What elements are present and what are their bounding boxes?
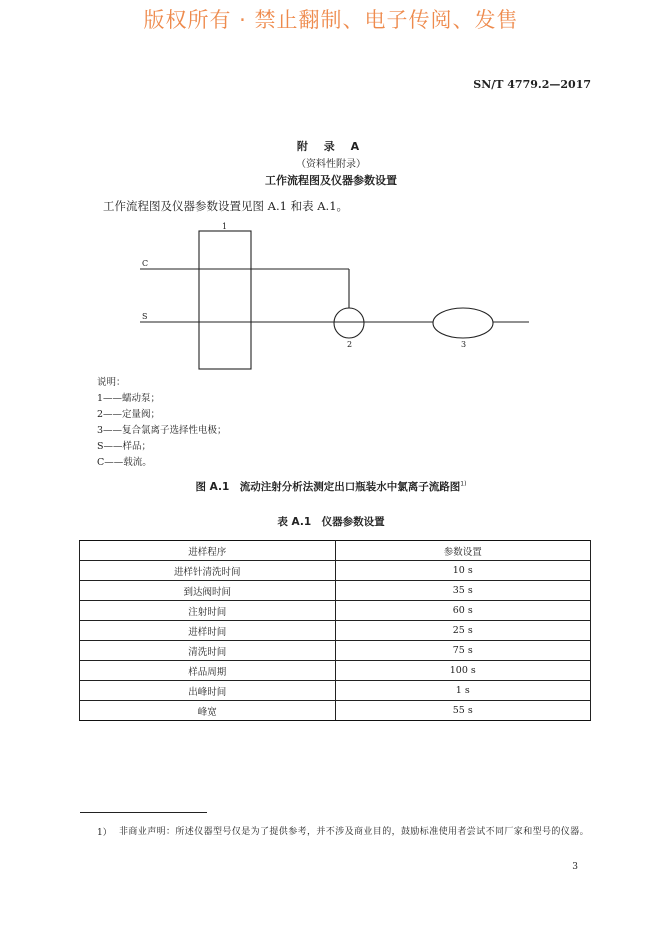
value-cell: 25 s <box>335 621 591 641</box>
footnote-divider <box>80 812 207 813</box>
standard-number: SN/T 4779.2—2017 <box>473 78 591 91</box>
procedure-cell: 进样针清洗时间 <box>80 561 336 581</box>
valve-label: 2 <box>347 340 353 349</box>
legend-item: S——样品； <box>97 441 152 452</box>
appendix-subtitle: （资料性附录） <box>296 159 366 170</box>
procedure-cell: 样品周期 <box>80 661 336 681</box>
value-cell: 10 s <box>335 561 591 581</box>
carrier-label: C <box>142 259 149 268</box>
procedure-cell: 到达阀时间 <box>80 581 336 601</box>
legend-item: 1——蠕动泵； <box>97 393 161 404</box>
legend-item: 3——复合氯离子选择性电极； <box>97 425 227 436</box>
flow-diagram <box>100 220 540 370</box>
value-cell: 1 s <box>335 681 591 701</box>
procedure-cell: 峰宽 <box>80 701 336 721</box>
footnote-marker: 1） <box>97 828 112 838</box>
parameter-table <box>79 540 591 721</box>
column-header: 进样程序 <box>80 541 336 561</box>
figure-legend <box>97 375 227 471</box>
sample-label: S <box>142 312 148 321</box>
table-row <box>80 641 591 661</box>
table-row <box>80 561 591 581</box>
table-row <box>80 681 591 701</box>
intro-paragraph: 工作流程图及仪器参数设置见图 A.1 和表 A.1。 <box>103 199 349 213</box>
appendix-heading: 工作流程图及仪器参数设置 <box>265 174 397 187</box>
legend-title: 说明： <box>97 377 126 388</box>
legend-item: C——载流。 <box>97 457 152 468</box>
footnote-ref: 1) <box>460 480 467 488</box>
value-cell: 100 s <box>335 661 591 681</box>
procedure-cell: 注射时间 <box>80 601 336 621</box>
value-cell: 35 s <box>335 581 591 601</box>
table-row <box>80 701 591 721</box>
table-row <box>80 621 591 641</box>
copyright-watermark: 版权所有 · 禁止翻制、电子传阅、发售 <box>143 8 519 32</box>
table-row <box>80 601 591 621</box>
procedure-cell: 进样时间 <box>80 621 336 641</box>
figure-caption <box>0 479 662 494</box>
electrode-ellipse <box>433 308 493 338</box>
page-number: 3 <box>572 862 578 872</box>
value-cell: 55 s <box>335 701 591 721</box>
procedure-cell: 出峰时间 <box>80 681 336 701</box>
valve-circle <box>334 308 364 338</box>
value-cell: 60 s <box>335 601 591 621</box>
footnote-text: 非商业声明：所述仪器型号仅是为了提供参考，并不涉及商业目的，鼓励标准使用者尝试不同厂家和型号的仪器。 <box>119 827 590 837</box>
value-cell: 75 s <box>335 641 591 661</box>
table-header-row <box>80 541 591 561</box>
table-row <box>80 661 591 681</box>
pump-box <box>199 231 251 369</box>
procedure-cell: 清洗时间 <box>80 641 336 661</box>
column-header: 参数设置 <box>335 541 591 561</box>
figure-caption-text: 图 A.1 流动注射分析法测定出口瓶装水中氯离子流路图 <box>195 481 461 493</box>
table-row <box>80 581 591 601</box>
legend-item: 2——定量阀； <box>97 409 161 420</box>
appendix-title: 附 录 A <box>296 140 366 153</box>
electrode-label: 3 <box>461 340 467 349</box>
table-caption: 表 A.1 仪器参数设置 <box>277 516 385 528</box>
pump-label: 1 <box>222 222 228 231</box>
